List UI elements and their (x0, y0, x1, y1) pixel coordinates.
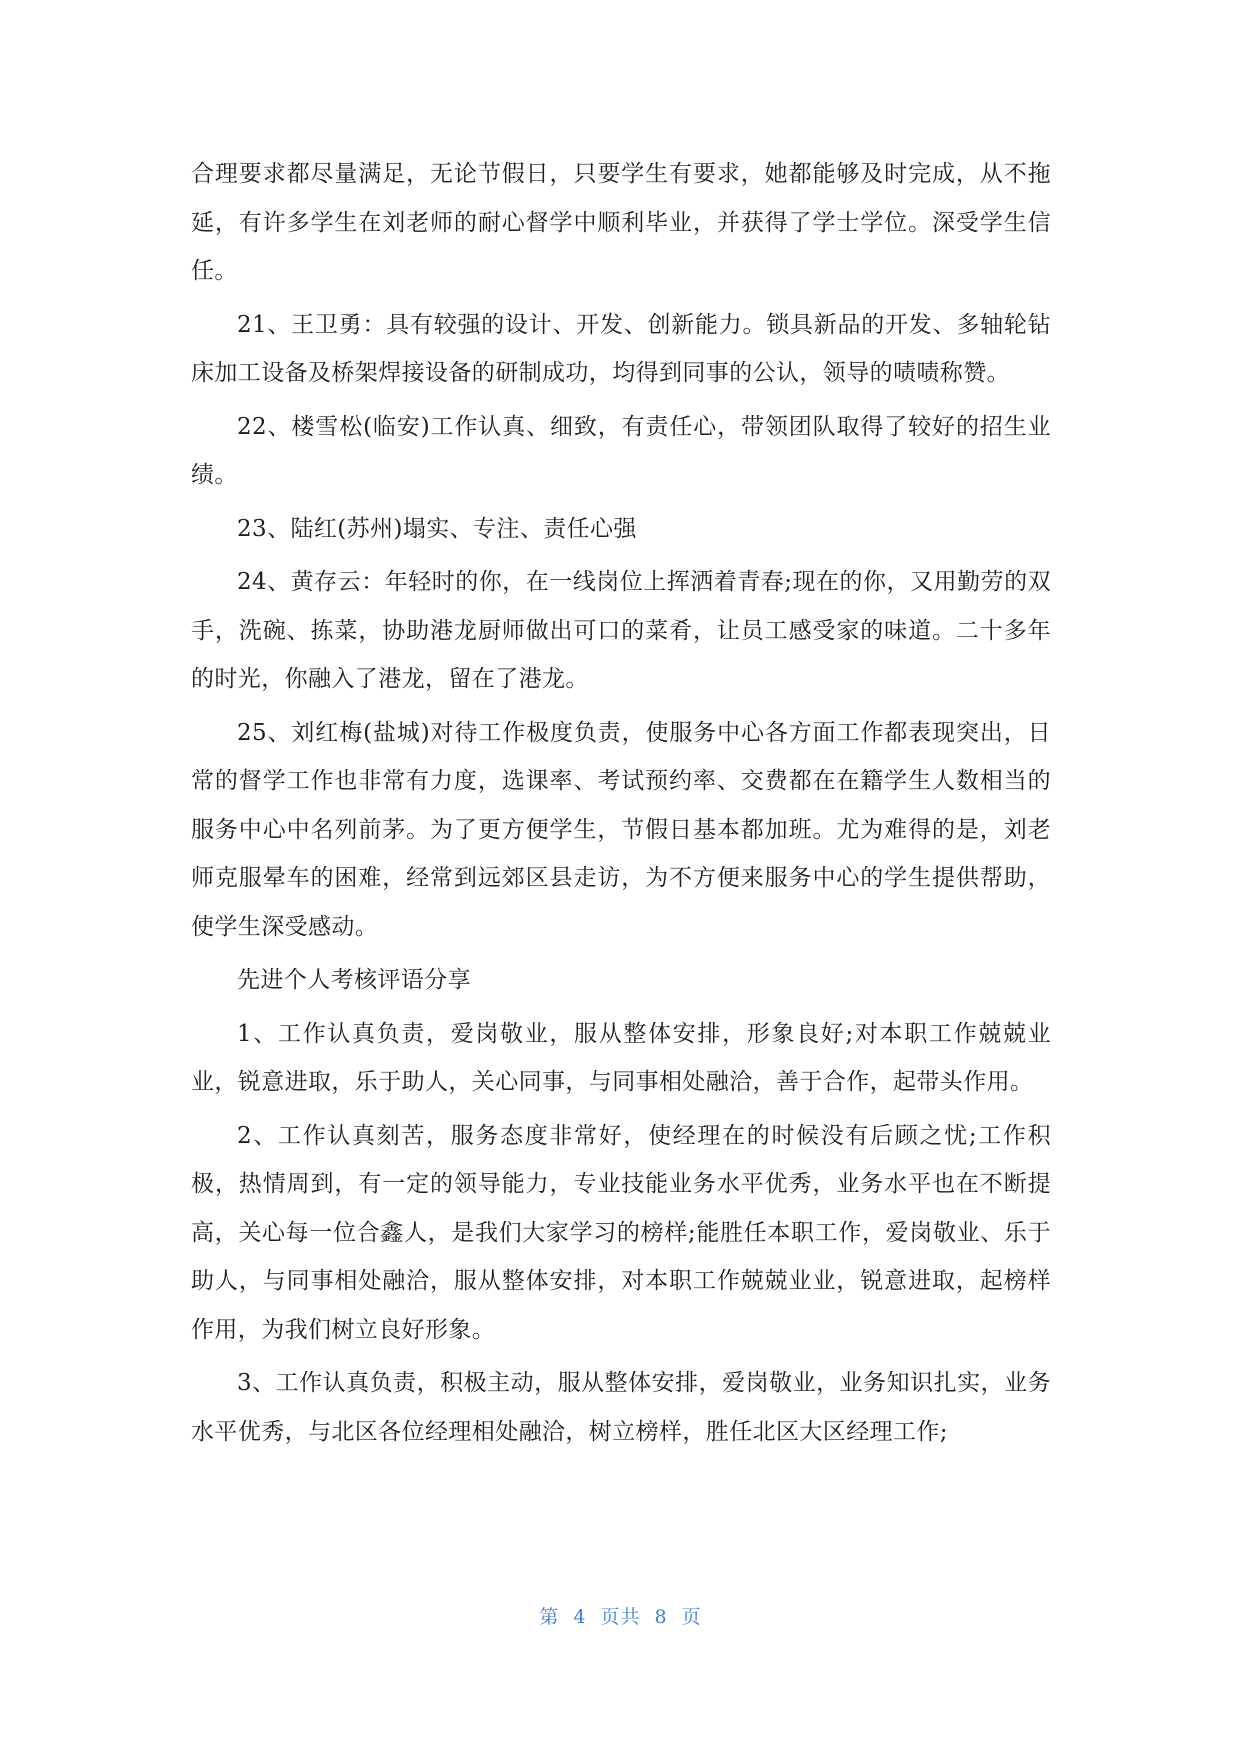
paragraph-item-23: 23、陆红(苏州)塌实、专注、责任心强 (237, 515, 637, 542)
section-paragraph-3: 3、工作认真负责，积极主动，服从整体安排，爱岗敬业，业务知识扎实，业务水平优秀，与北区各位经理相处融洽，树立榜样，胜任北区大区经理工作; (191, 1370, 1051, 1445)
footer-ye-gong: 页共 (600, 1606, 641, 1628)
page-footer (0, 1602, 1241, 1629)
paragraph-item-21: 21、王卫勇：具有较强的设计、开发、创新能力。锁具新品的开发、多轴轮钻床加工设备及桥架焊接设备的研制成功，均得到同事的公认，领导的啧啧称赞。 (191, 311, 1051, 386)
paragraph-item-25: 25、刘红梅(盐城)对待工作极度负责，使服务中心各方面工作都表现突出，日常的督学工作也非常有力度，选课率、考试预约率、交费都在在籍学生人数相当的服务中心中名列前茅。为了更方便学生，节假日基本都加班。尤为难得的是，刘老师克服晕车的困难，经常到远郊区县走访，为不方便来服务中心的学生提供帮助，使学生深受感动。 (191, 719, 1051, 940)
footer-page-number: 4 (573, 1606, 587, 1628)
footer-ye: 页 (681, 1606, 702, 1628)
document-body (191, 150, 1051, 1461)
paragraph-item-22: 22、楼雪松(临安)工作认真、细致，有责任心，带领团队取得了较好的招生业绩。 (191, 413, 1051, 488)
paragraph-continuation: 合理要求都尽量满足，无论节假日，只要学生有要求，她都能够及时完成，从不拖延，有许多学生在刘老师的耐心督学中顺利毕业，并获得了学士学位。深受学生信任。 (191, 161, 1051, 284)
section-paragraph-1: 1、工作认真负责，爱岗敬业，服从整体安排，形象良好;对本职工作兢兢业业，锐意进取，乐于助人，关心同事，与同事相处融洽，善于合作，起带头作用。 (191, 1020, 1051, 1095)
footer-total-pages: 8 (654, 1606, 668, 1628)
footer-di: 第 (539, 1606, 560, 1628)
section-paragraph-2: 2、工作认真刻苦，服务态度非常好，使经理在的时候没有后顾之忧;工作积极，热情周到，有一定的领导能力，专业技能业务水平优秀，业务水平也在不断提高，关心每一位合鑫人，是我们大家学习的榜样;能胜任本职工作，爱岗敬业、乐于助人，与同事相处融洽，服从整体安排，对本职工作兢兢业业，锐意进取，起榜样作用，为我们树立良好形象。 (191, 1122, 1051, 1343)
section-title: 先进个人考核评语分享 (237, 967, 471, 993)
paragraph-item-24: 24、黄存云：年轻时的你，在一线岗位上挥洒着青春;现在的你，又用勤劳的双手，洗碗、拣菜，协助港龙厨师做出可口的菜肴，让员工感受家的味道。二十多年的时光，你融入了港龙，留在了港龙。 (191, 569, 1051, 692)
